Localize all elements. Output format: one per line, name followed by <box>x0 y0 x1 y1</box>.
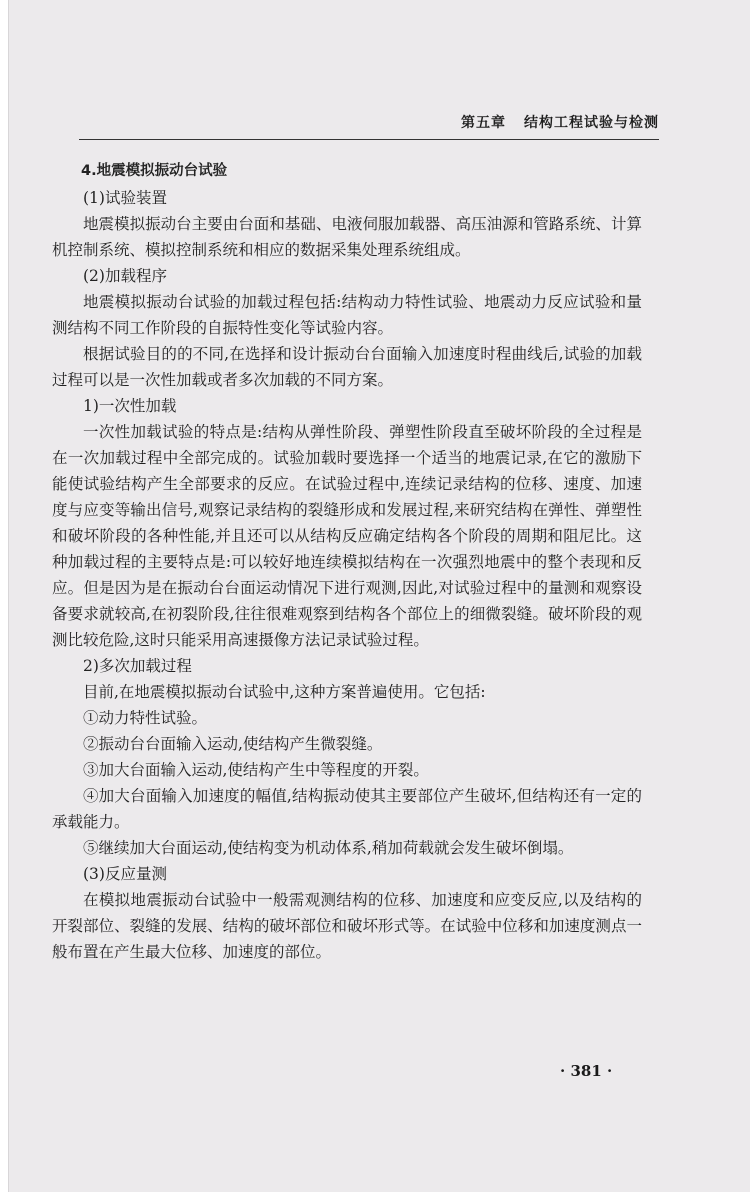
running-head <box>79 112 659 132</box>
list-item: ⑤继续加大台面运动,使结构变为机动体系,稍加荷载就会发生破坏倒塌。 <box>83 839 574 857</box>
page-number: · 381 · <box>560 1062 613 1080</box>
page-body <box>52 157 642 965</box>
header-rule <box>79 139 659 140</box>
item-title: 2)多次加载过程 <box>83 657 192 675</box>
subsection-title: (3)反应量测 <box>83 865 167 883</box>
list-item: ①动力特性试验。 <box>83 709 208 727</box>
paragraph: 一次性加载试验的特点是:结构从弹性阶段、弹塑性阶段直至破坏阶段的全过程是在一次加载过程中全部完成的。试验加载时要选择一个适当的地震记录,在它的激励下能使试验结构产生全部要求的反应。在试验过程中,连续记录结构的位移、速度、加速度与应变等输出信号,观察记录结构的裂缝形成和发展过程,来研究结构在弹性、弹塑性和破坏阶段的各种性能,并且还可以从结构反应确定结构各个阶段的周期和阻尼比。这种加载过程的主要特点是:可以较好地连续模拟结构在一次强烈地震中的整个表现和反应。但是因为是在振动台台面运动情况下进行观测,因此,对试验过程中的量测和观察设备要求就较高,在初裂阶段,往往很难观察到结构各个部位上的细微裂缝。破坏阶段的观测比较危险,这时只能采用高速摄像方法记录试验过程。 <box>52 423 642 649</box>
paragraph: 地震模拟振动台主要由台面和基础、电液伺服加载器、高压油源和管路系统、计算机控制系统、模拟控制系统和相应的数据采集处理系统组成。 <box>52 215 642 259</box>
paragraph: 在模拟地震振动台试验中一般需观测结构的位移、加速度和应变反应,以及结构的开裂部位、裂缝的发展、结构的破坏部位和破坏形式等。在试验中位移和加速度测点一般布置在产生最大位移、加速度的部位。 <box>52 891 642 961</box>
paragraph: 地震模拟振动台试验的加载过程包括:结构动力特性试验、地震动力反应试验和量测结构不同工作阶段的自振特性变化等试验内容。 <box>52 293 642 337</box>
paragraph: 根据试验目的的不同,在选择和设计振动台台面输入加速度时程曲线后,试验的加载过程可以是一次性加载或者多次加载的不同方案。 <box>52 345 642 389</box>
subsection-title: (2)加载程序 <box>83 267 167 285</box>
subsection-title: (1)试验装置 <box>83 189 167 207</box>
section-heading: 4.地震模拟振动台试验 <box>81 163 228 179</box>
list-item: ④加大台面输入加速度的幅值,结构振动使其主要部位产生破坏,但结构还有一定的承载能力。 <box>52 787 642 831</box>
chapter-title: 结构工程试验与检测 <box>524 115 659 131</box>
paragraph: 目前,在地震模拟振动台试验中,这种方案普遍使用。它包括: <box>83 683 486 701</box>
item-title: 1)一次性加载 <box>83 397 177 415</box>
list-item: ②振动台台面输入运动,使结构产生微裂缝。 <box>83 735 383 753</box>
chapter-number: 第五章 <box>461 115 506 131</box>
list-item: ③加大台面输入运动,使结构产生中等程度的开裂。 <box>83 761 429 779</box>
